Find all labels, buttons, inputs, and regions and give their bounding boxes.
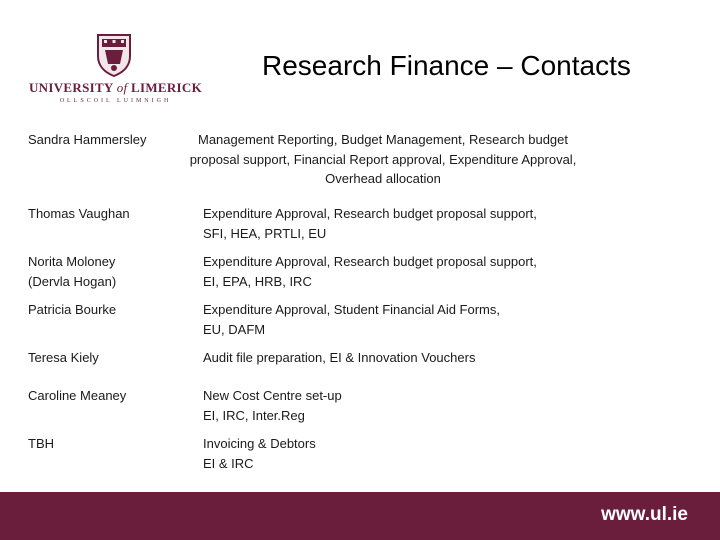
contact-name: Teresa Kiely — [28, 350, 99, 365]
contact-role: Management Reporting, Budget Management, Research budget proposal support, Financial Report approval, Expenditure Approval, Overhead allocation — [189, 132, 577, 186]
footer-url-link[interactable]: www.ul.ie — [601, 504, 688, 525]
contact-name: Caroline Meaney — [28, 388, 127, 403]
contact-name: Thomas Vaughan — [28, 206, 130, 221]
logo-name-right: LIMERICK — [130, 80, 203, 95]
contact-role: New Cost Centre set-up EI, IRC, Inter.Reg — [203, 388, 342, 423]
contact-role: Invoicing & Debtors EI & IRC — [203, 436, 316, 471]
footer-bar — [0, 492, 720, 540]
contact-name: Norita Moloney (Dervla Hogan) — [28, 254, 117, 289]
contact-name: TBH — [28, 436, 54, 451]
contact-role: Audit file preparation, EI & Innovation Vouchers — [203, 350, 476, 365]
logo-name-of: of — [116, 80, 128, 95]
university-logo — [28, 32, 203, 108]
logo-name-left: UNIVERSITY — [28, 80, 114, 95]
contact-name: Sandra Hammersley — [28, 132, 147, 147]
contact-role: Expenditure Approval, Research budget proposal support, EI, EPA, HRB, IRC — [203, 254, 537, 289]
logo-subtitle: OLLSCOIL LUIMNIGH — [59, 98, 172, 104]
university-crest-icon — [94, 32, 134, 78]
page-title: Research Finance – Contacts — [262, 50, 631, 81]
contact-role: Expenditure Approval, Student Financial Aid Forms, EU, DAFM — [203, 302, 500, 337]
logo-wordmark — [28, 80, 203, 96]
contact-role: Expenditure Approval, Research budget proposal support, SFI, HEA, PRTLI, EU — [203, 206, 537, 241]
contact-name: Patricia Bourke — [28, 302, 117, 317]
